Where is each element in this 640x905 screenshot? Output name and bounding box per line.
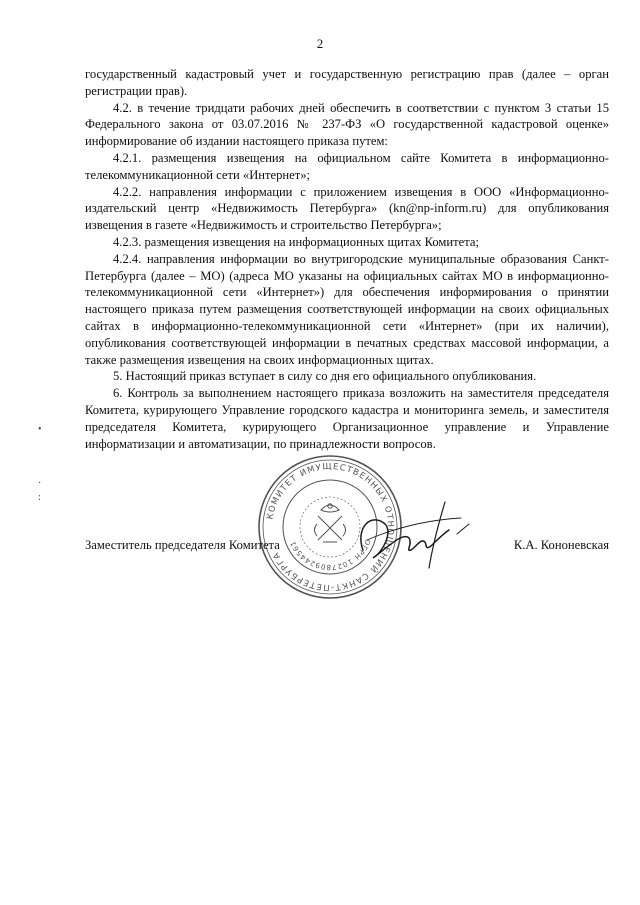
paragraph-6: 6. Контроль за выполнением настоящего приказа возложить на заместителя председателя Комитета, курирующего Управление городского кадастра и мониторинга земель, и заместителя председателя Комитета, курирующего Организационное управление и Управление информатизации и автоматизации, по принадлежности вопросов. xyxy=(85,386,609,451)
paragraph-4-2: 4.2. в течение тридцати рабочих дней обеспечить в соответствии с пунктом 3 статьи 15 Федерального закона от 03.07.2016 № 237-ФЗ «О государственной кадастровой оценке» информирование об издании настоящего приказа путем: xyxy=(85,100,609,149)
signatory-name: К.А. Кононевская xyxy=(513,538,609,552)
margin-mark: · xyxy=(38,478,42,489)
stamp-inner-text: ОГРН 1027809244561 xyxy=(288,538,372,572)
signatory-title: Заместитель председателя Комитета xyxy=(85,538,280,552)
coat-of-arms-icon xyxy=(315,504,346,542)
paragraph-4-2-3: 4.2.3. размещения извещения на информационных щитах Комитета; xyxy=(113,234,479,249)
stamp-outer-text: КОМИТЕТ ИМУЩЕСТВЕННЫХ ОТНОШЕНИЙ САНКТ-ПЕТЕРБУРГА xyxy=(264,460,397,594)
margin-mark: • xyxy=(38,424,42,435)
margin-mark: : xyxy=(38,492,41,503)
handwritten-signature xyxy=(345,488,475,578)
paragraph-continuation: государственный кадастровый учет и государственную регистрацию прав (далее – орган регистрации прав). xyxy=(85,67,609,98)
page-number: 2 xyxy=(316,36,324,51)
paragraph-5: 5. Настоящий приказ вступает в силу со дня его официального опубликования. xyxy=(113,369,537,384)
document-body xyxy=(85,66,609,452)
paragraph-4-2-4: 4.2.4. направления информации во внутригородские муниципальные образования Санкт-Петербурга (далее – МО) (адреса МО указаны на официальных сайтах МО в информационно-телекоммуникационной сети «Интернет») для обеспечения информирования о принятии настоящего приказа путем размещения соответствующей информации на своих официальных сайтах в информационно-телекоммуникационной сети «Интернет» (при их наличии), опубликования соответствующей информации в печатных средствах массовой информации, а также размещения извещения на своих информационных щитах. xyxy=(85,251,609,367)
signature-block xyxy=(85,538,609,558)
paragraph-4-2-1: 4.2.1. размещения извещения на официальном сайте Комитета в информационно-телекоммуникационной сети «Интернет»; xyxy=(85,150,609,182)
paragraph-4-2-2: 4.2.2. направления информации с приложением извещения в ООО «Информационно-издательский центр «Недвижимость Петербурга» (kn@np-inform.ru) для опубликования извещения в газете «Недвижимость и строительство Петербурга»; xyxy=(85,184,609,233)
